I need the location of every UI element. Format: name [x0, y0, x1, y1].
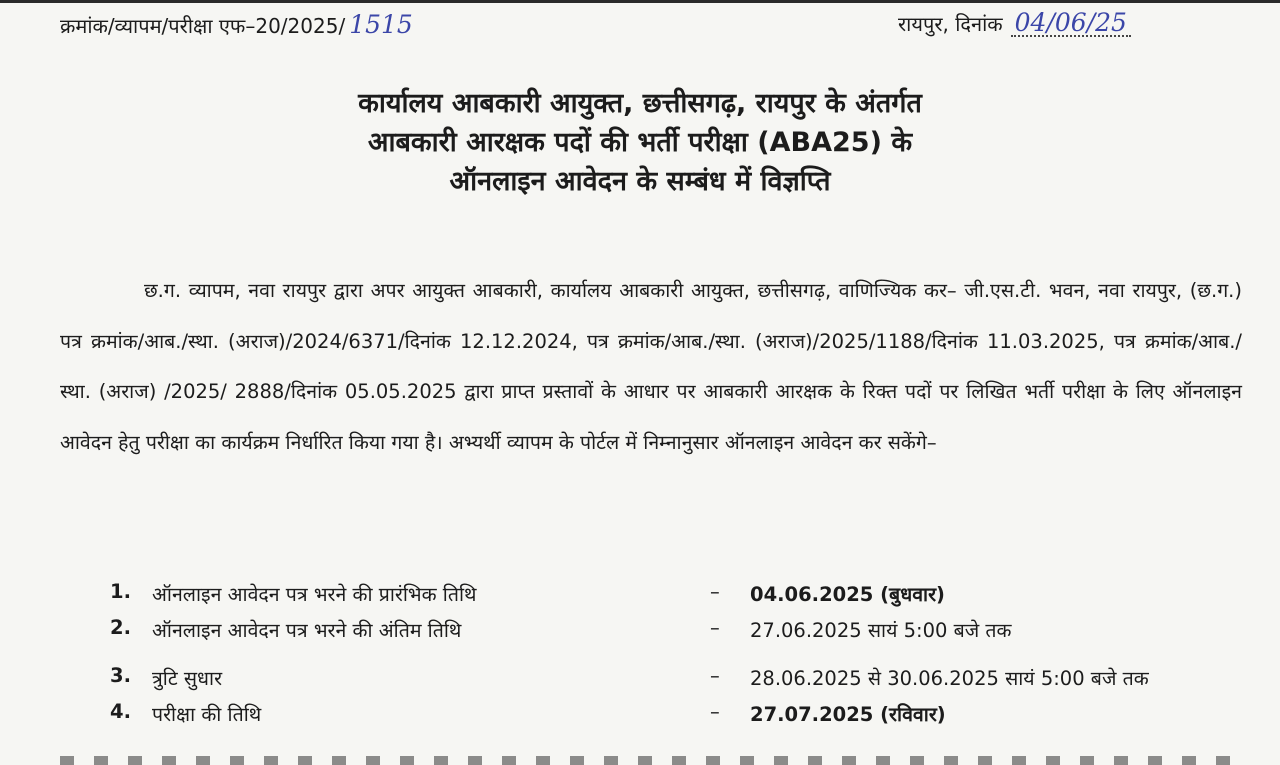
handwritten-number: 1515	[349, 10, 413, 39]
heading-line-3: ऑनलाइन आवेदन के सम्बंध में विज्ञप्ति	[449, 166, 831, 197]
schedule-number: 1.	[110, 580, 131, 603]
schedule-label: ऑनलाइन आवेदन पत्र भरने की प्रारंभिक तिथि	[152, 583, 477, 606]
place-date-label: रायपुर, दिनांक	[898, 12, 1003, 36]
schedule-dash: –	[710, 580, 720, 603]
schedule-number: 2.	[110, 616, 131, 639]
handwritten-date: 04/06/25	[1011, 11, 1131, 37]
schedule-label: परीक्षा की तिथि	[152, 703, 262, 726]
reference-prefix: क्रमांक/व्यापम/परीक्षा एफ–20/2025/	[60, 14, 346, 38]
schedule-item	[110, 616, 1250, 646]
reference-number	[60, 10, 413, 39]
notice-heading	[0, 84, 1280, 201]
body-text: छ.ग. व्यापम, नवा रायपुर द्वारा अपर आयुक्त आबकारी, कार्यालय आबकारी आयुक्त, छत्तीसगढ़, वाणिज्यिक कर– जी.एस.टी. भवन, नवा रायपुर, (छ.ग.) पत्र क्रमांक/आब./स्था. (अराज)/2024/6371/दिनांक 12.12.2024, पत्र क्रमांक/आब./स्था. (अराज)/2025/1188/दिनांक 11.03.2025, पत्र क्रमांक/आब./स्था. (अराज) /2025/ 2888/दिनांक 05.05.2025 द्वारा प्राप्त प्रस्तावों के आधार पर आबकारी आरक्षक के रिक्त पदों पर लिखित भर्ती परीक्षा के लिए ऑनलाइन आवेदन हेतु परीक्षा का कार्यक्रम निर्धारित किया गया है। अभ्यर्थी व्यापम के पोर्टल में निम्नानुसार ऑनलाइन आवेदन कर सकेंगे–	[60, 279, 1242, 454]
schedule-item	[110, 580, 1250, 610]
schedule-label: ऑनलाइन आवेदन पत्र भरने की अंतिम तिथि	[152, 619, 462, 642]
schedule-number: 3.	[110, 664, 131, 687]
heading-line-1: कार्यालय आबकारी आयुक्त, छत्तीसगढ़, रायपुर के अंतर्गत	[358, 88, 922, 119]
reference-line	[60, 8, 1250, 38]
schedule-dash: –	[710, 616, 720, 639]
schedule-dash: –	[710, 664, 720, 687]
heading-line-2: आबकारी आरक्षक पदों की भर्ती परीक्षा (ABA25) के	[367, 127, 913, 158]
schedule-value: 04.06.2025 (बुधवार)	[750, 583, 945, 606]
schedule-item	[110, 700, 1250, 730]
schedule-value: 28.06.2025 से 30.06.2025 सायं 5:00 बजे तक	[750, 667, 1149, 690]
schedule-value: 27.07.2025 (रविवार)	[750, 703, 946, 726]
top-edge-rule	[0, 0, 1280, 3]
cut-off-next-line	[60, 756, 1240, 765]
schedule-item	[110, 664, 1250, 694]
schedule-number: 4.	[110, 700, 131, 723]
place-date	[898, 10, 1131, 37]
schedule-label: त्रुटि सुधार	[152, 667, 223, 690]
schedule-value: 27.06.2025 सायं 5:00 बजे तक	[750, 619, 1012, 642]
schedule-dash: –	[710, 700, 720, 723]
body-paragraph	[60, 266, 1242, 468]
